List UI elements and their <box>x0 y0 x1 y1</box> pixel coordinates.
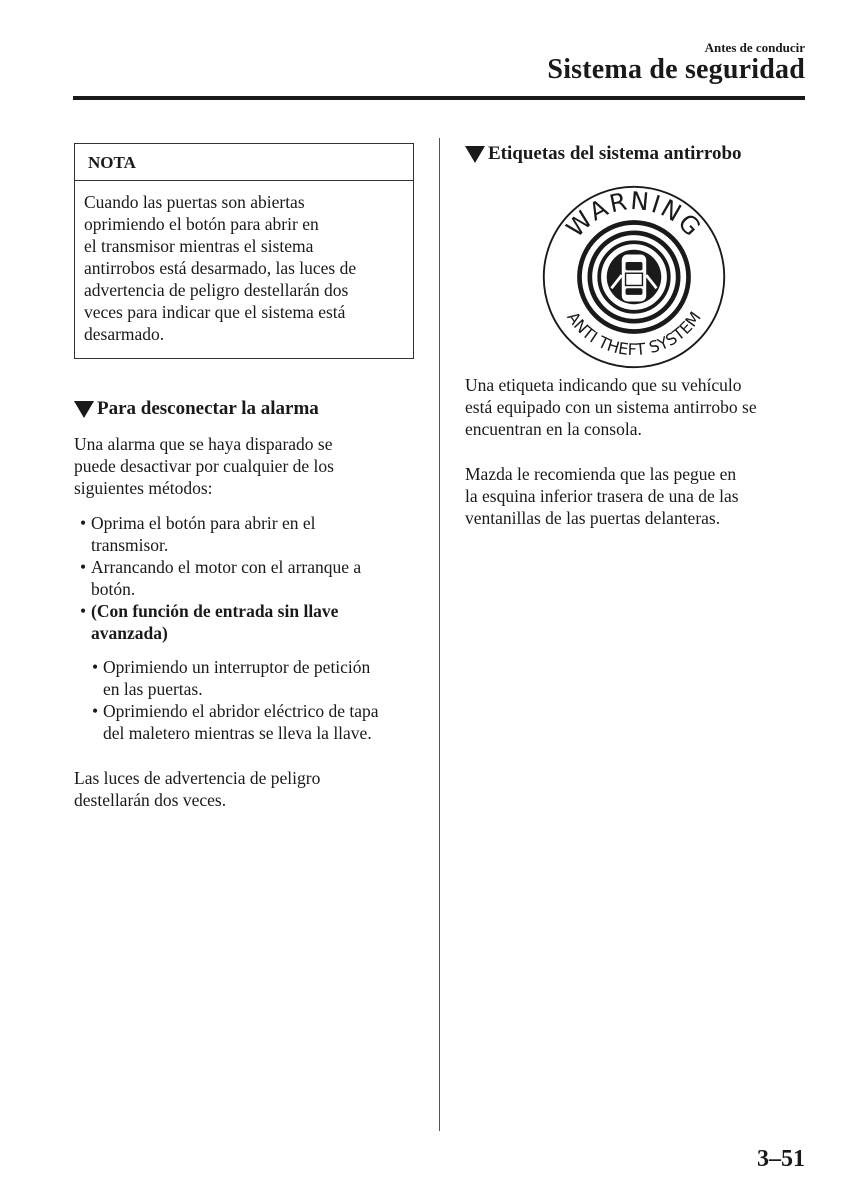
note-box <box>74 143 414 359</box>
note-body: Cuando las puertas son abiertas oprimiendo el botón para abrir en el transmisor mientras el sistema antirrobos está desarmado, las luces de advertencia de peligro destellarán dos veces para indicar que el sistema está desarmado. <box>84 192 357 344</box>
methods-list <box>80 512 361 644</box>
anti-theft-emblem-icon <box>540 183 728 371</box>
page-number: 3–51 <box>757 1146 805 1172</box>
bullet-icon: • <box>92 701 99 721</box>
triangle-marker-icon <box>74 401 94 418</box>
header-rule <box>73 96 805 100</box>
labels-heading-text: Etiquetas del sistema antirrobo <box>488 143 742 164</box>
bullet-icon: • <box>80 557 87 577</box>
section-label: Antes de conducir <box>704 40 805 55</box>
sublist-item <box>92 700 379 744</box>
methods-sublist <box>92 656 379 744</box>
labels-heading <box>465 143 742 165</box>
bullet-icon: • <box>80 601 87 621</box>
column-divider <box>439 138 440 1131</box>
labels-paragraph-1: Una etiqueta indicando que su vehículo está equipado con un sistema antirrobo se encuentran en la consola. <box>465 375 757 439</box>
list-item <box>80 512 361 556</box>
sublist-item-text: Oprimiendo un interruptor de petición en las puertas. <box>103 657 371 699</box>
list-item-text: Arrancando el motor con el arranque a botón. <box>91 557 362 599</box>
disconnect-closing: Las luces de advertencia de peligro destellarán dos veces. <box>74 768 321 810</box>
disconnect-intro: Una alarma que se haya disparado se puede desactivar por cualquier de los siguientes métodos: <box>74 434 334 498</box>
list-item-text: Oprima el botón para abrir en el transmisor. <box>91 513 316 555</box>
disconnect-heading-text: Para desconectar la alarma <box>97 398 319 419</box>
disconnect-heading <box>74 398 319 420</box>
emblem-warning-text: WARNING <box>560 185 708 243</box>
bullet-icon: • <box>92 657 99 677</box>
triangle-marker-icon <box>465 146 485 163</box>
sublist-item <box>92 656 379 700</box>
page-title: Sistema de seguridad <box>547 54 805 85</box>
sublist-item-text: Oprimiendo el abridor eléctrico de tapa del maletero mientras se lleva la llave. <box>103 701 379 743</box>
emblem-anti-theft-text: ANTI THEFT SYSTEM <box>563 308 705 360</box>
list-item <box>80 600 361 644</box>
note-heading: NOTA <box>75 144 413 181</box>
list-item <box>80 556 361 600</box>
list-item-text: (Con función de entrada sin llave avanzada) <box>91 601 339 643</box>
labels-paragraph-2: Mazda le recomienda que las pegue en la esquina inferior trasera de una de las ventanillas de las puertas delanteras. <box>465 464 739 528</box>
bullet-icon: • <box>80 513 87 533</box>
